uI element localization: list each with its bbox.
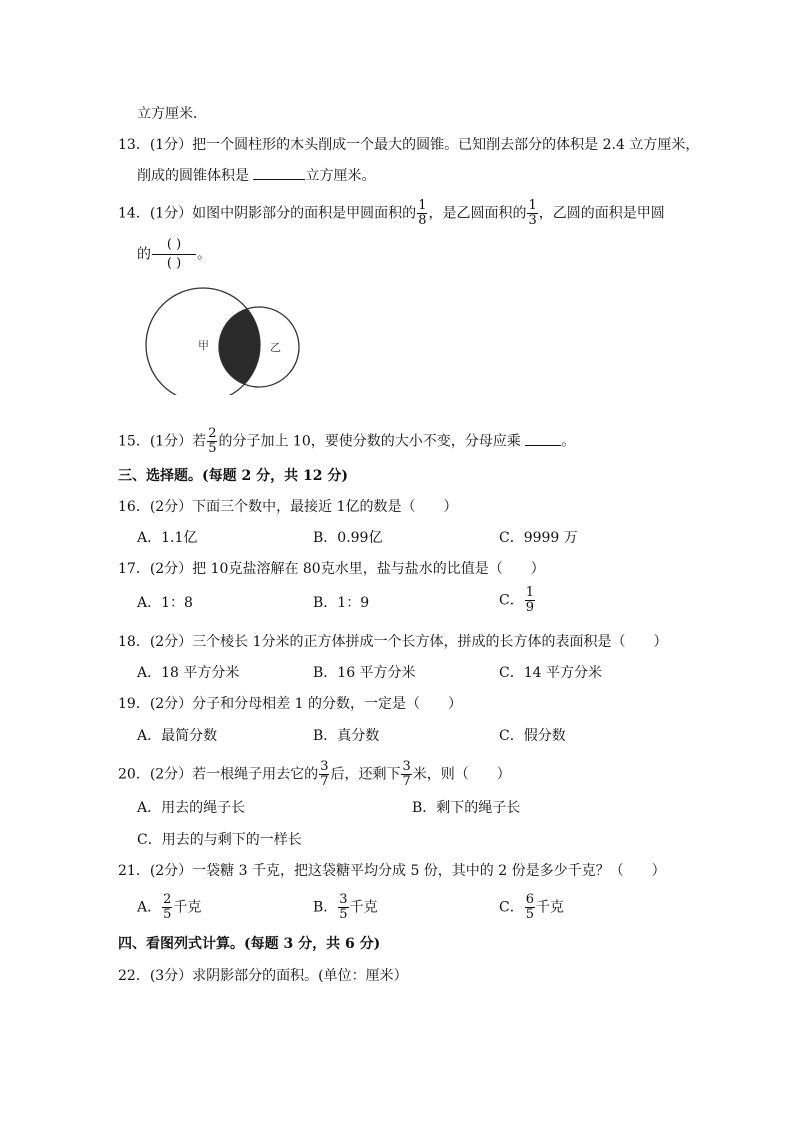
question-15 xyxy=(118,427,575,456)
answer-fraction-blank[interactable] xyxy=(152,236,196,273)
option-letter: A． xyxy=(137,899,162,916)
numerator: 6 xyxy=(525,892,534,907)
denominator: 7 xyxy=(320,774,329,789)
denominator: 9 xyxy=(525,600,534,615)
numerator: 1 xyxy=(525,585,534,600)
denominator: 5 xyxy=(525,907,534,922)
label-yi: 乙 xyxy=(270,341,281,354)
fraction-1-3 xyxy=(527,199,537,228)
q20-text: 20．(2分）若一根绳子用去它的 xyxy=(118,766,319,783)
q14-period: 。 xyxy=(197,246,211,263)
question-16: 16．(2分）下面三个数中，最接近 1亿的数是（ ） xyxy=(118,499,458,515)
numerator: 3 xyxy=(320,759,329,774)
numerator-blank[interactable]: ( ) xyxy=(152,236,196,255)
denominator: 7 xyxy=(402,774,411,789)
q21-option-c[interactable] xyxy=(499,893,564,922)
q14-text-mid: ，是乙圆面积的 xyxy=(428,205,527,222)
q15-text: 15．(1分）若 xyxy=(118,433,207,450)
q20-option-b[interactable]: B．剩下的绳子长 xyxy=(412,800,521,816)
answer-blank[interactable] xyxy=(525,431,561,446)
fraction-3-5 xyxy=(338,893,348,922)
question-20 xyxy=(118,760,511,789)
label-jia: 甲 xyxy=(198,339,209,352)
q21-option-b[interactable] xyxy=(313,893,378,922)
numerator: 1 xyxy=(418,198,427,213)
option-letter: C． xyxy=(499,592,524,609)
question-13-line1: 13．(1分）把一个圆柱形的木头削成一个最大的圆锥。已知削去部分的体积是 2.4 立方厘米， xyxy=(118,137,700,153)
fraction-1-9 xyxy=(525,586,535,615)
question-17: 17．(2分）把 10克盐溶解在 80克水里，盐与盐水的比值是（ ） xyxy=(118,561,545,577)
q14-text: 14．(1分）如图中阴影部分的面积是甲圆面积的 xyxy=(118,205,417,222)
q17-option-c[interactable] xyxy=(499,586,536,615)
q16-option-a[interactable]: A．1.1亿 xyxy=(137,530,198,546)
q21-option-a[interactable] xyxy=(137,893,201,922)
q13-unit: 立方厘米。 xyxy=(305,168,376,184)
numerator: 3 xyxy=(339,892,348,907)
option-letter: C． xyxy=(499,899,524,916)
unit-kg: 千克 xyxy=(173,899,202,916)
numerator: 2 xyxy=(163,892,172,907)
q20-option-c[interactable]: C．用去的与剩下的一样长 xyxy=(137,832,302,848)
section-4-heading: 四、看图列式计算。(每题 3 分，共 6 分) xyxy=(118,936,381,952)
denominator: 8 xyxy=(418,213,427,228)
fraction-3-7 xyxy=(401,760,411,789)
denominator: 5 xyxy=(208,441,217,456)
q16-option-b[interactable]: B．0.99亿 xyxy=(313,530,383,546)
question-18: 18．(2分）三个棱长 1分米的正方体拼成一个长方体，拼成的长方体的表面积是（ ） xyxy=(118,634,668,650)
fraction-6-5 xyxy=(525,893,535,922)
q20-option-a[interactable]: A．用去的绳子长 xyxy=(137,800,246,816)
q14-text-de: 的 xyxy=(137,246,151,263)
denominator: 3 xyxy=(528,213,537,228)
question-14-line1 xyxy=(118,199,665,228)
q15-text-post: 的分子加上 10，要使分数的大小不变，分母应乘 xyxy=(218,433,526,450)
q17-option-a[interactable]: A．1：8 xyxy=(137,595,193,611)
numerator: 2 xyxy=(208,426,217,441)
q17-option-b[interactable]: B．1：9 xyxy=(313,595,370,611)
q19-option-a[interactable]: A．最简分数 xyxy=(137,728,218,744)
q18-option-b[interactable]: B．16 平方分米 xyxy=(313,665,416,681)
question-19: 19．(2分）分子和分母相差 1 的分数，一定是（ ） xyxy=(118,696,462,712)
denominator-blank[interactable]: ( ) xyxy=(166,256,182,271)
q15-period: 。 xyxy=(561,433,576,450)
fraction-1-8 xyxy=(417,199,427,228)
continuation-text: 立方厘米． xyxy=(137,106,207,122)
q13-text: 削成的圆锥体积是 xyxy=(137,168,254,184)
denominator: 5 xyxy=(163,907,172,922)
denominator: 5 xyxy=(339,907,348,922)
question-21: 21．(2分）一袋糖 3 千克，把这袋糖平均分成 5 份，其中的 2 份是多少千克？（ ） xyxy=(118,863,666,879)
q18-option-c[interactable]: C．14 平方分米 xyxy=(499,665,602,681)
fraction-3-7 xyxy=(319,760,329,789)
q19-option-c[interactable]: C．假分数 xyxy=(499,728,566,744)
q19-option-b[interactable]: B．真分数 xyxy=(313,728,380,744)
q20-text-post: 米，则（ ） xyxy=(412,766,511,783)
answer-blank[interactable] xyxy=(253,165,305,180)
q20-text-mid: 后，还剩下 xyxy=(330,766,401,783)
unit-kg: 千克 xyxy=(349,899,378,916)
numerator: 3 xyxy=(402,759,411,774)
question-13-line2 xyxy=(137,165,375,186)
fraction-2-5 xyxy=(162,893,172,922)
question-22: 22．(3分）求阴影部分的面积。(单位：厘米） xyxy=(118,968,408,984)
option-letter: B． xyxy=(313,899,338,916)
q16-option-c[interactable]: C．9999 万 xyxy=(499,530,578,546)
q14-text-post: ，乙圆的面积是甲圆 xyxy=(538,205,665,222)
unit-kg: 千克 xyxy=(536,899,564,916)
numerator: 1 xyxy=(528,198,537,213)
section-3-heading: 三、选择题。(每题 2 分，共 12 分) xyxy=(118,468,348,484)
question-14-line2 xyxy=(137,236,211,273)
circles-figure xyxy=(140,283,310,395)
fraction-2-5 xyxy=(207,427,217,456)
q18-option-a[interactable]: A．18 平方分米 xyxy=(137,665,240,681)
